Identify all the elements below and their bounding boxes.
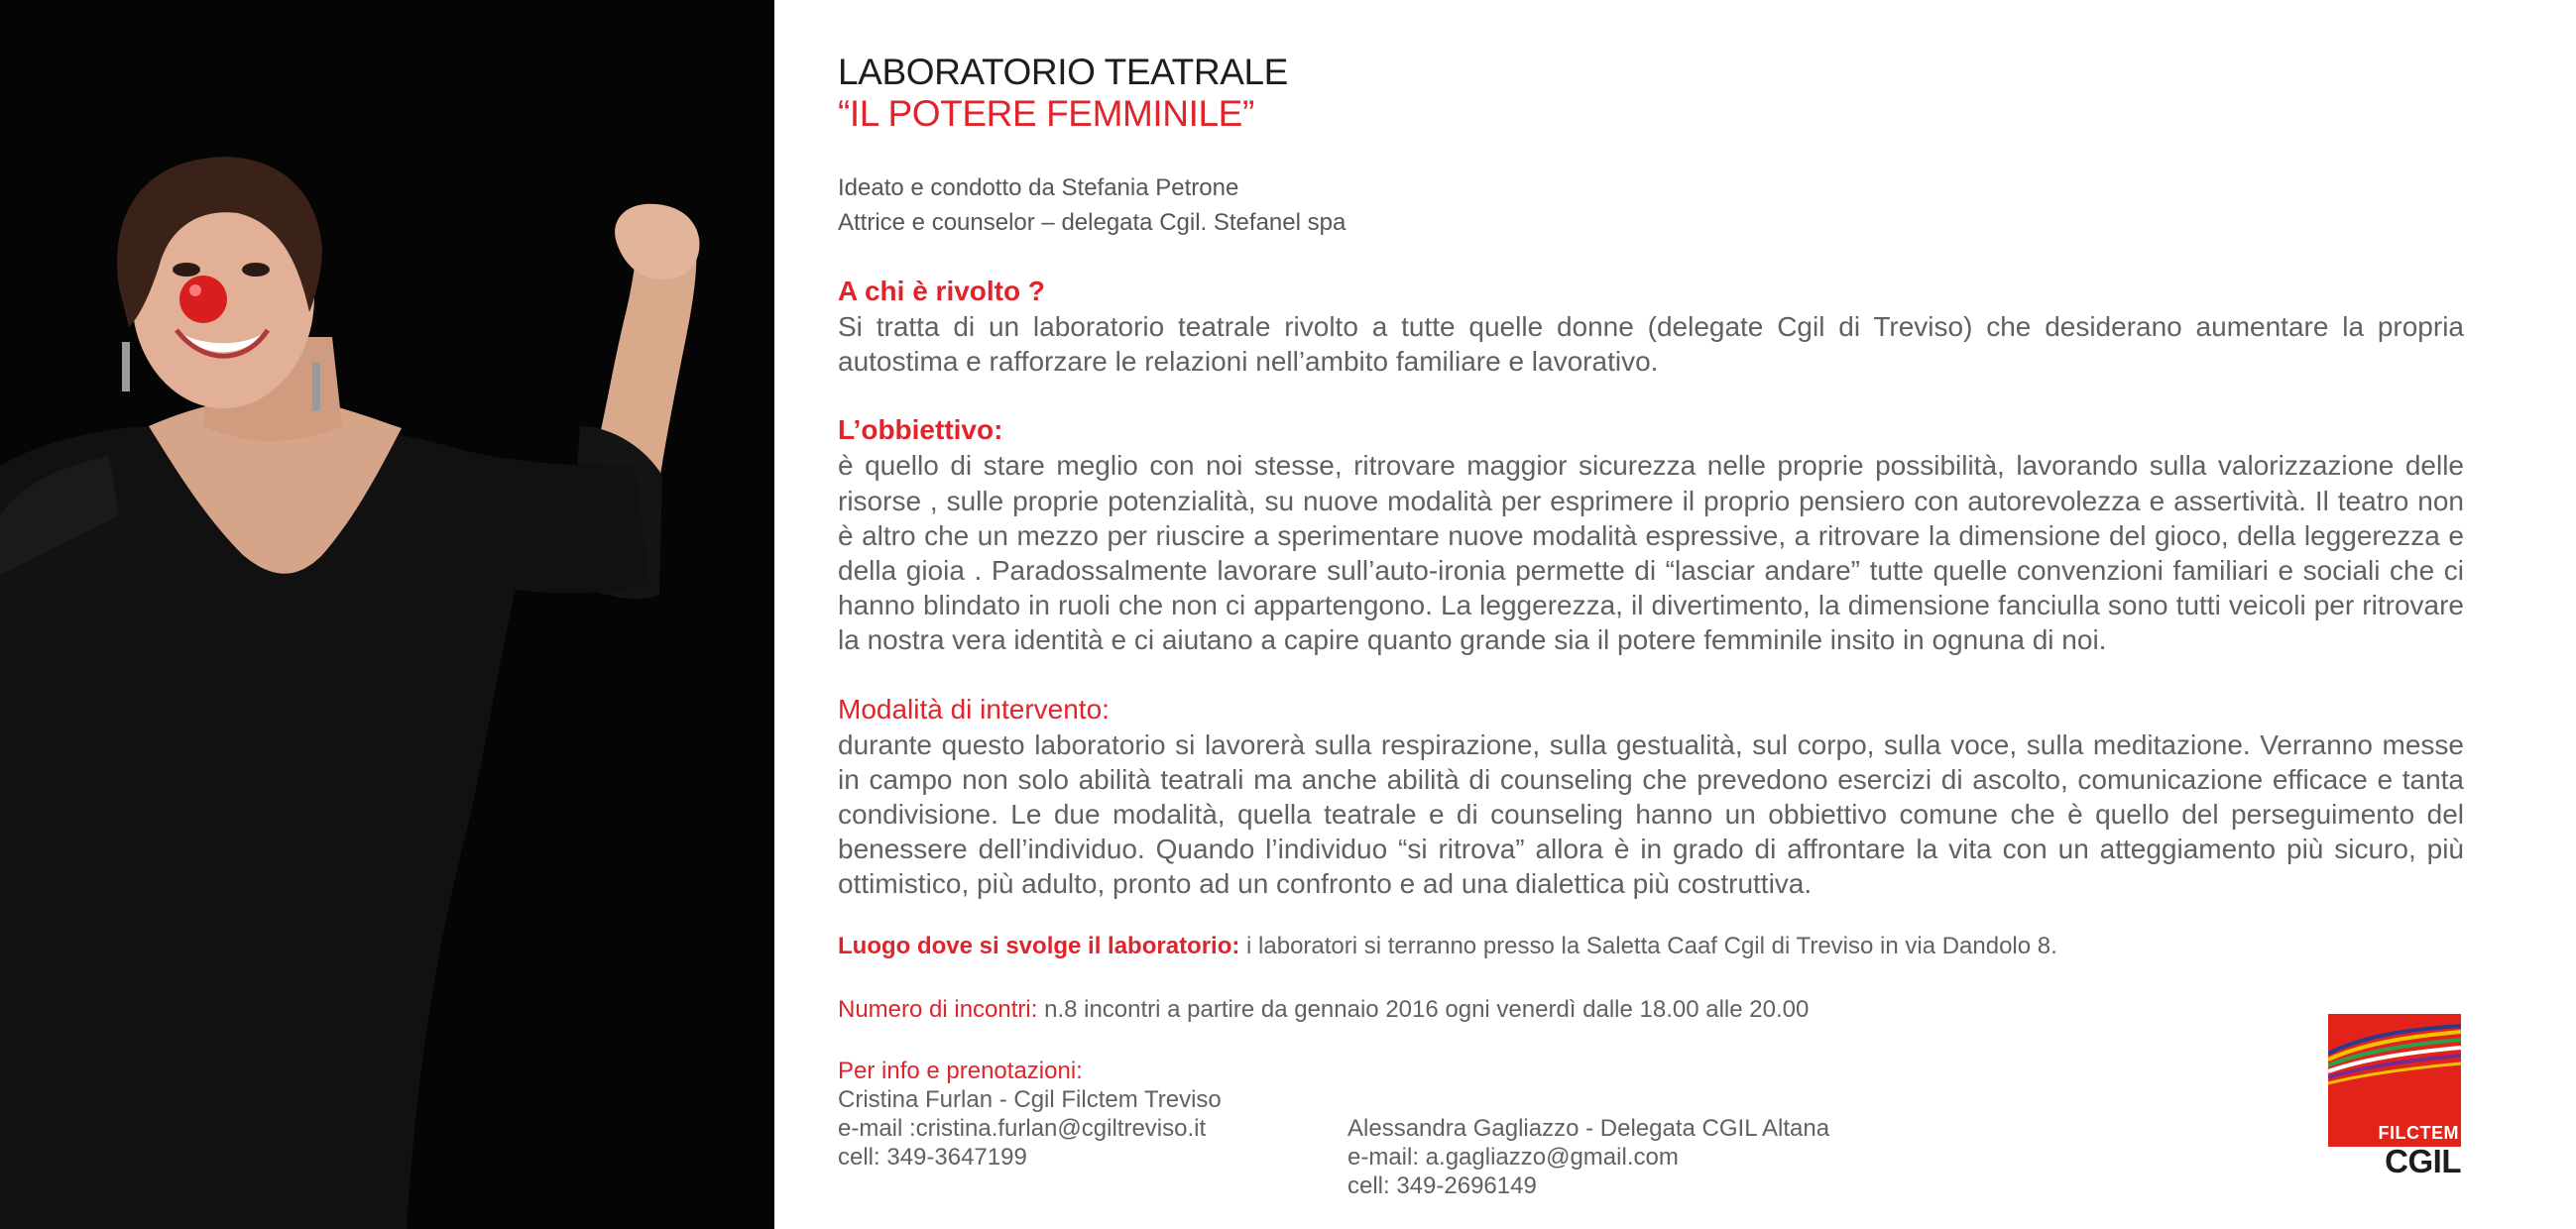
contact-email[interactable]: e-mail: a.gagliazzo@gmail.com (1347, 1143, 1679, 1171)
location-text: i laboratori si terranno presso la Saletta Caaf Cgil di Treviso in via Dandolo 8. (1239, 932, 2057, 959)
location-label: Luogo dove si svolge il laboratorio: (838, 932, 1240, 959)
logo-filctem-text: FILCTEM (2378, 1123, 2459, 1143)
contact-phone: cell: 349-3647199 (838, 1143, 1027, 1171)
performer-illustration (0, 0, 774, 1229)
page-title: LABORATORIO TEATRALE (838, 52, 1288, 92)
meetings-text: n.8 incontri a partire da gennaio 2016 ogni venerdì dalle 18.00 alle 20.00 (1037, 995, 1810, 1023)
section-body: è quello di stare meglio con noi stesse, ritrovare maggior sicurezza nelle proprie possibilità, lavorando sulla valorizzazione delle risorse , sulle proprie potenzialità, su nuove modalità per esprimere il proprio pensiero con autorevolezza e assertività. Il teatro non è altro che un mezzo per riuscire a sperimentare nuove modalità espressive, a ritrovare la dimensione del gioco, della leggerezza e della gioia . Paradossalmente lavorare sull’auto-ironia permette di “lasciar andare” tutte quelle convenzioni familiari e sociali che ci hanno blindato in ruoli che non ci appartengono. La leggerezza, il divertimento, la dimensione fanciulla sono tutti veicoli per ritrovare la nostra vera identità e ci aiutano a capire quanto grande sia il potere femminile insito in ognuna di noi. (838, 450, 2464, 656)
section-methods (838, 692, 2464, 902)
contact-phone: cell: 349-2696149 (1347, 1172, 1537, 1199)
contact-right (1347, 1114, 1829, 1200)
credits-author: Ideato e condotto da Stefania Petrone (838, 174, 1239, 201)
flyer-content (838, 52, 2464, 1199)
section-heading: A chi è rivolto ? (838, 276, 1045, 306)
section-body: durante questo laboratorio si lavorerà sulla respirazione, sulla gestualità, sul corpo, sulla voce, sulla meditazione. Verranno messe in campo non solo abilità teatrali ma anche abilità di counseling che prevedono esercizi di ascolto, comunicazione efficace e tanta condivisione. Le due modalità, quella teatrale e di counseling hanno un obbiettivo comune che è quello del perseguimento del benessere dell’individuo. Quando l’individuo “si ritrova” allora è in grado di affrontare la vita con un atteggiamento più sicuro, più ottimistico, più adulto, pronto ad un confronto e ad una dialettica più costruttiva. (838, 728, 2464, 900)
contacts-heading: Per info e prenotazioni: (838, 1057, 1083, 1084)
meetings-line (838, 993, 2464, 1027)
location-line (838, 930, 2464, 963)
logo-red-square (2328, 1014, 2461, 1147)
logo-cgil-text: CGIL (2385, 1143, 2461, 1179)
contacts-block (838, 1057, 2464, 1199)
contact-name: Cristina Furlan - Cgil Filctem Treviso (838, 1085, 1222, 1113)
section-heading: L’obbiettivo: (838, 414, 1003, 446)
page-subtitle: “IL POTERE FEMMINILE” (838, 93, 1254, 134)
contact-left (838, 1057, 1222, 1172)
section-goal (838, 412, 2464, 657)
credits-block (838, 170, 2464, 240)
section-audience (838, 274, 2464, 379)
contact-email[interactable]: e-mail :cristina.furlan@cgiltreviso.it (838, 1114, 1207, 1142)
section-heading: Modalità di intervento: (838, 693, 1110, 725)
contact-name: Alessandra Gagliazzo - Delegata CGIL Altana (1347, 1114, 1830, 1142)
credits-role: Attrice e counselor – delegata Cgil. Stefanel spa (838, 209, 1347, 236)
section-body: Si tratta di un laboratorio teatrale rivolto a tutte quelle donne (delegate Cgil di Treviso) che desiderano aumentare la propria autostima e rafforzare le relazioni nell’ambito familiare e lavorativo. (838, 311, 2464, 378)
meetings-label: Numero di incontri: (838, 995, 1038, 1023)
performer-photo (0, 0, 774, 1229)
filctem-cgil-logo (2328, 1014, 2461, 1178)
